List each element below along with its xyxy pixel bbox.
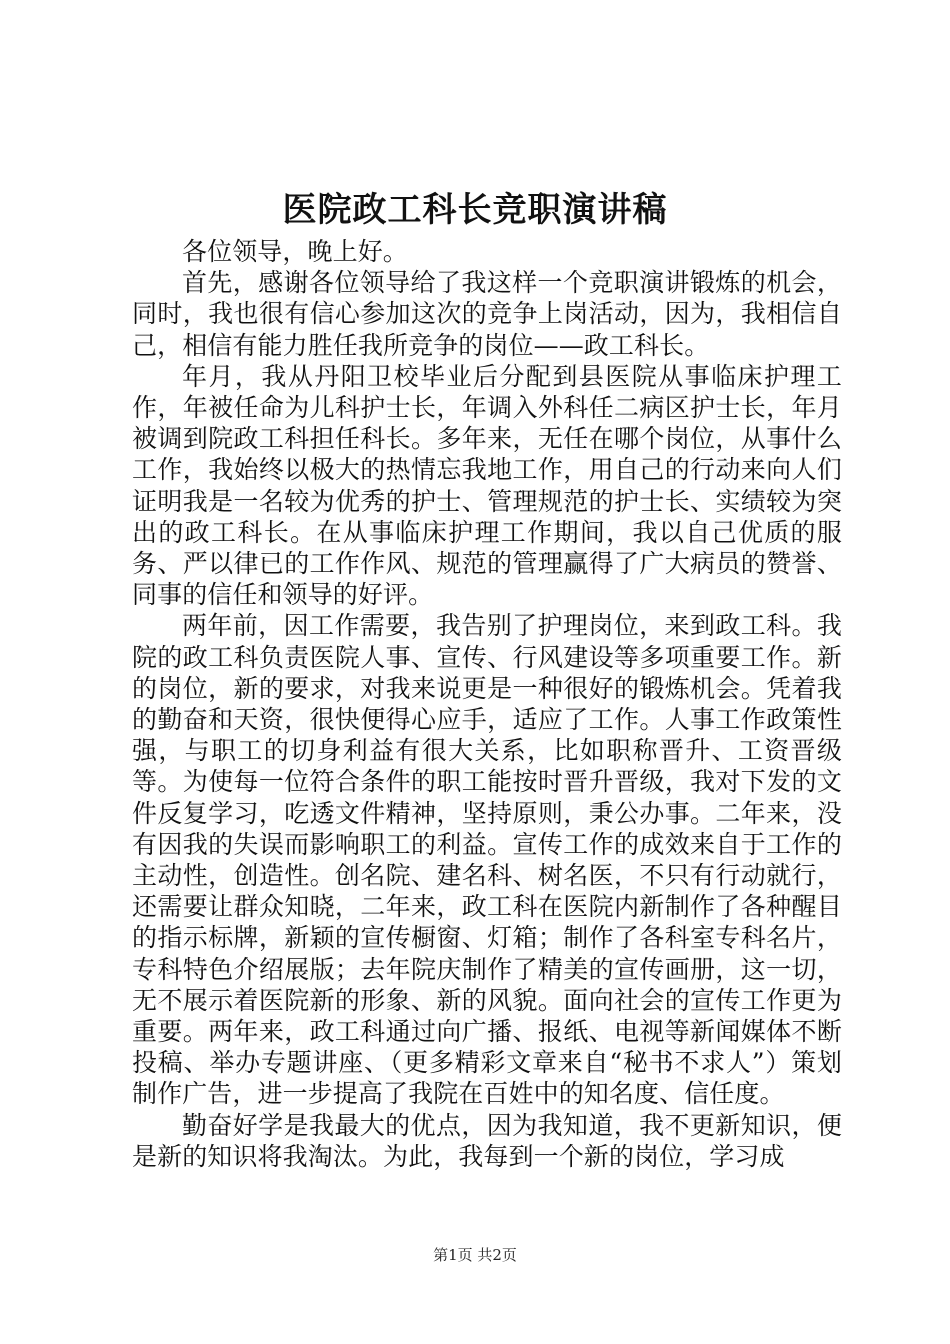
document-title: 医院政工科长竞职演讲稿 <box>282 190 668 230</box>
paragraph-career: 年月，我从丹阳卫校毕业后分配到县医院从事临床护理工作，年被任命为儿科护士长，年调入外科任二病区护士长，年月被调到院政工科担任科长。多年来，无任在哪个岗位，从事什么工作，我始终以极大的热情忘我地工作，用自己的行动来向人们证明我是一名较为优秀的护士、管理规范的护士长、实绩较为突出的政工科长。在从事临床护理工作期间，我以自己优质的服务、严以律已的工作作风、规范的管理赢得了广大病员的赞誉、同事的信任和领导的好评。 <box>132 361 842 610</box>
paragraph-intro: 首先，感谢各位领导给了我这样一个竞职演讲锻炼的机会，同时，我也很有信心参加这次的竞争上岗活动，因为，我相信自己，相信有能力胜任我所竞争的岗位——政工科长。 <box>132 268 842 360</box>
paragraph-work-review: 两年前，因工作需要，我告别了护理岗位，来到政工科。我院的政工科负责医院人事、宣传、行风建设等多项重要工作。新的岗位，新的要求，对我来说更是一种很好的锻炼机会。凭着我的勤奋和天资，很快便得心应手，适应了工作。人事工作政策性强，与职工的切身利益有很大关系，比如职称晋升、工资晋级等。为使每一位符合条件的职工能按时晋升晋级，我对下发的文件反复学习，吃透文件精神，坚持原则，秉公办事。二年来，没有因我的失误而影响职工的利益。宣传工作的成效来自于工作的主动性，创造性。创名院、建名科、树名医，不只有行动就行，还需要让群众知晓，二年来，政工科在医院内新制作了各种醒目的指示标牌，新颖的宣传橱窗、灯箱；制作了各科室专科名片，专科特色介绍展版；去年院庆制作了精美的宣传画册，这一切，无不展示着医院新的形象、新的风貌。面向社会的宣传工作更为重要。两年来，政工科通过向广播、报纸、电视等新闻媒体不断投稿、举办专题讲座、（更多精彩文章来自“秘书不求人”）策划制作广告，进一步提高了我院在百姓中的知名度、信任度。 <box>132 611 842 1109</box>
page-number-footer: 第1页 共2页 <box>433 1246 517 1264</box>
paragraph-learning: 勤奋好学是我最大的优点，因为我知道，我不更新知识，便是新的知识将我淘汰。为此，我每到一个新的岗位，学习成 <box>132 1110 842 1171</box>
paragraph-greeting: 各位领导，晚上好。 <box>182 237 408 266</box>
document-body <box>132 236 842 1172</box>
